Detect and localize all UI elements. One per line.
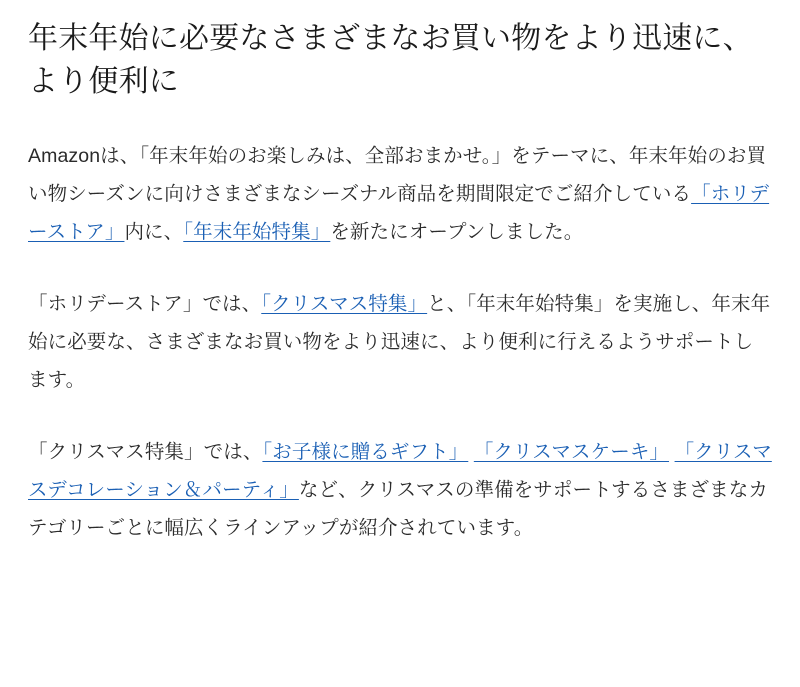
article-link[interactable]: 「クリスマスデコレーション＆パーティ」: [28, 441, 772, 502]
article-link[interactable]: 「お子様に贈るギフト」: [262, 441, 469, 464]
article-link[interactable]: 「クリスマスケーキ」: [473, 441, 670, 464]
article-text: 「ホリデーストア」では、: [28, 293, 262, 316]
article-text: など、クリスマスの準備をサポートするさまざまなカテゴリーごとに幅広くラインアップが紹介されています。: [28, 479, 768, 540]
article-text: 「クリスマス特集」では、: [28, 441, 263, 464]
article-link[interactable]: 「年末年始特集」: [183, 221, 331, 244]
article-paragraph: [28, 285, 772, 399]
article-text: と、「年末年始特集」を実施し、年末年始に必要な、さまざまなお買い物をより迅速に、より便利に行えるようサポートします。: [28, 293, 771, 392]
article-text: 内に、: [124, 221, 184, 244]
article-paragraph: [28, 137, 772, 251]
page-title: 年末年始に必要なさまざまなお買い物をより迅速に、より便利に: [28, 22, 753, 98]
article-body: [28, 137, 772, 547]
article-text: を新たにオープンしました。: [330, 221, 584, 244]
article-link[interactable]: 「ホリデーストア」: [28, 183, 770, 244]
article-paragraph: [28, 433, 772, 547]
article-link[interactable]: 「クリスマス特集」: [261, 293, 428, 316]
article-text: Amazonは、「年末年始のお楽しみは、全部おまかせ。」をテーマに、年末年始のお買い物シーズンに向けさまざまなシーズナル商品を期間限定でご紹介している: [28, 145, 767, 206]
